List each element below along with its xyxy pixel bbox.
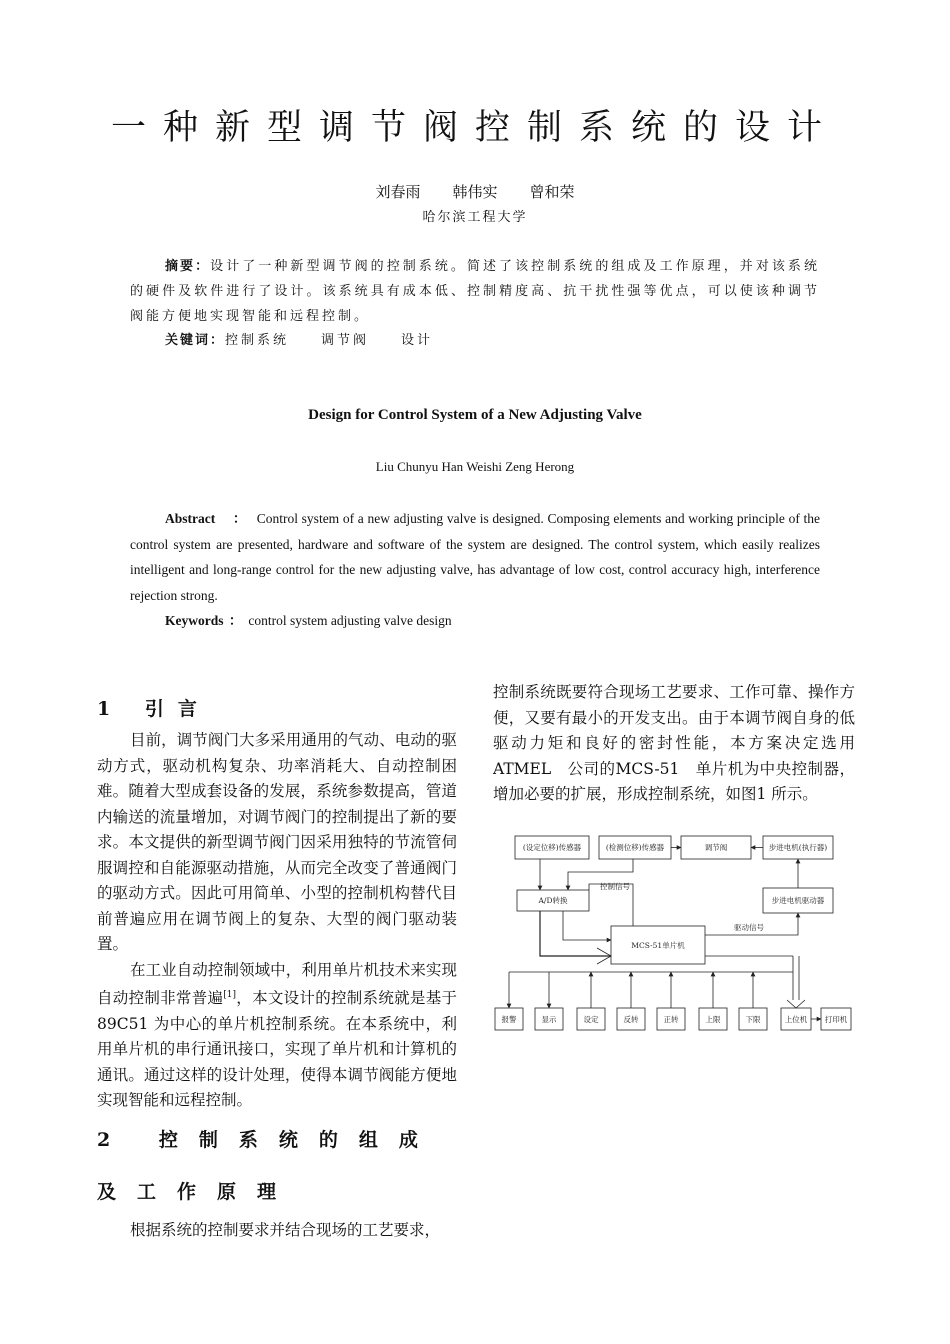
keywords-en-label: Keywords bbox=[165, 613, 224, 628]
keyword-cn-1: 控制系统 bbox=[225, 333, 290, 348]
label-ad: A/D转换 bbox=[538, 896, 568, 905]
label-stepper-motor: 步进电机(执行器) bbox=[768, 843, 828, 852]
figure-1-block-diagram bbox=[493, 832, 853, 1037]
authors-en: Liu Chunyu Han Weishi Zeng Herong bbox=[375, 459, 575, 474]
output-9: 打印机 bbox=[824, 1015, 848, 1024]
section-1-p2-end: ，本文设计的控制系统就是基于89C51 为中心的单片机控制系统。在本系统中，利用单片机的串行通讯接口，实现了单片机和计算机的通讯。通过这样的设计处理，使得本调节阀能方便地实现智能和远程控制。 bbox=[97, 989, 457, 1110]
output-5: 正转 bbox=[663, 1015, 679, 1024]
section-1-p2-start: 在工业自动控制领域中，利用单片机技术来实现自动控制非常普遍 bbox=[97, 960, 457, 1008]
keyword-cn-2: 调节阀 bbox=[321, 333, 370, 348]
output-7: 下限 bbox=[745, 1015, 761, 1024]
author-2: 韩伟实 bbox=[452, 183, 498, 201]
paper-title-en: Design for Control System of a New Adjusting Valve bbox=[308, 407, 642, 423]
abstract-cn bbox=[130, 254, 820, 329]
label-drive-signal: 驱动信号 bbox=[734, 923, 764, 932]
keywords-cn-label: 关键词： bbox=[165, 333, 226, 348]
output-2: 显示 bbox=[541, 1015, 557, 1024]
abstract-en-label: Abstract bbox=[165, 511, 216, 526]
author-3: 曾和荣 bbox=[529, 183, 575, 201]
section-2-paragraph-1: 根据系统的控制要求并结合现场的工艺要求， bbox=[130, 1220, 441, 1239]
affiliation-cn: 哈尔滨工程大学 bbox=[422, 210, 528, 225]
label-stepper-driver: 步进电机驱动器 bbox=[771, 896, 825, 905]
output-6: 上限 bbox=[705, 1015, 721, 1024]
left-column bbox=[97, 690, 457, 1243]
label-control-signal: 控制信号 bbox=[600, 882, 630, 891]
label-sensor-detect: (检测位移)传感器 bbox=[605, 843, 665, 852]
keyword-cn-3: 设计 bbox=[401, 333, 434, 348]
keywords-cn bbox=[165, 329, 465, 348]
abstract-en-text: Control system of a new adjusting valve is designed. Composing elements and working principle of the control system are presented, hardware and software of the system are designed. The control system, which easily realizes intelligent and long-range control for the new adjusting valve, has advantage of low cost, control accuracy high, interference rejection strong. bbox=[130, 511, 821, 603]
right-column bbox=[493, 680, 855, 808]
section-1-paragraph-2 bbox=[97, 958, 457, 1114]
label-valve: 调节阀 bbox=[704, 843, 728, 852]
output-3: 设定 bbox=[583, 1015, 599, 1024]
paper-title: 一种新型调节阀控制系统的设计 bbox=[110, 108, 839, 148]
section-2-heading: 2 控制系统的组成及工作原理 bbox=[97, 1128, 439, 1203]
abstract-cn-label: 摘要： bbox=[165, 259, 211, 274]
output-4: 反转 bbox=[623, 1015, 639, 1024]
authors-cn bbox=[0, 181, 950, 202]
section-1-heading: 1 引言 bbox=[97, 698, 211, 720]
keywords-en bbox=[165, 609, 452, 629]
abstract-en-sep: ： bbox=[229, 511, 247, 526]
output-8: 上位机 bbox=[784, 1015, 808, 1024]
label-sensor-set: (设定位移)传感器 bbox=[522, 843, 582, 852]
abstract-cn-text: 设计了一种新型调节阀的控制系统。简述了该控制系统的组成及工作原理，并对该系统的硬件及软件进行了设计。该系统具有成本低、控制精度高、抗干扰性强等优点，可以使该种调节阀能方便地实现智能和远程控制。 bbox=[130, 259, 820, 324]
citation-ref: [1] bbox=[223, 990, 237, 1000]
keywords-en-sep: ： bbox=[225, 613, 243, 628]
abstract-en bbox=[130, 506, 820, 608]
label-mcu: MCS-51单片机 bbox=[631, 941, 685, 950]
keywords-en-text: control system adjusting valve design bbox=[248, 613, 452, 628]
right-column-paragraph: 控制系统既要符合现场工艺要求、工作可靠、操作方便，又要有最小的开发支出。由于本调节阀自身的低驱动力矩和良好的密封性能，本方案决定选用ATMEL 公司的MCS-51 单片机为中央控制器，增加必要的扩展，形成控制系统，如图1 所示。 bbox=[493, 683, 855, 803]
section-1-paragraph-1: 目前，调节阀门大多采用通用的气动、电动的驱动方式，驱动机构复杂、功率消耗大、自动控制困难。随着大型成套设备的发展，系统参数提高，管道内输送的流量增加，对调节阀门的控制提出了新的要求。本文提供的新型调节阀门因采用独特的节流管伺服调控和自能源驱动措施，从而完全改变了普通阀门的驱动方式。因此可用简单、小型的控制机构替代目前普遍应用在调节阀上的复杂、大型的阀门驱动装置。 bbox=[97, 731, 457, 953]
output-1: 报警 bbox=[501, 1015, 517, 1024]
author-1: 刘春雨 bbox=[375, 183, 421, 201]
